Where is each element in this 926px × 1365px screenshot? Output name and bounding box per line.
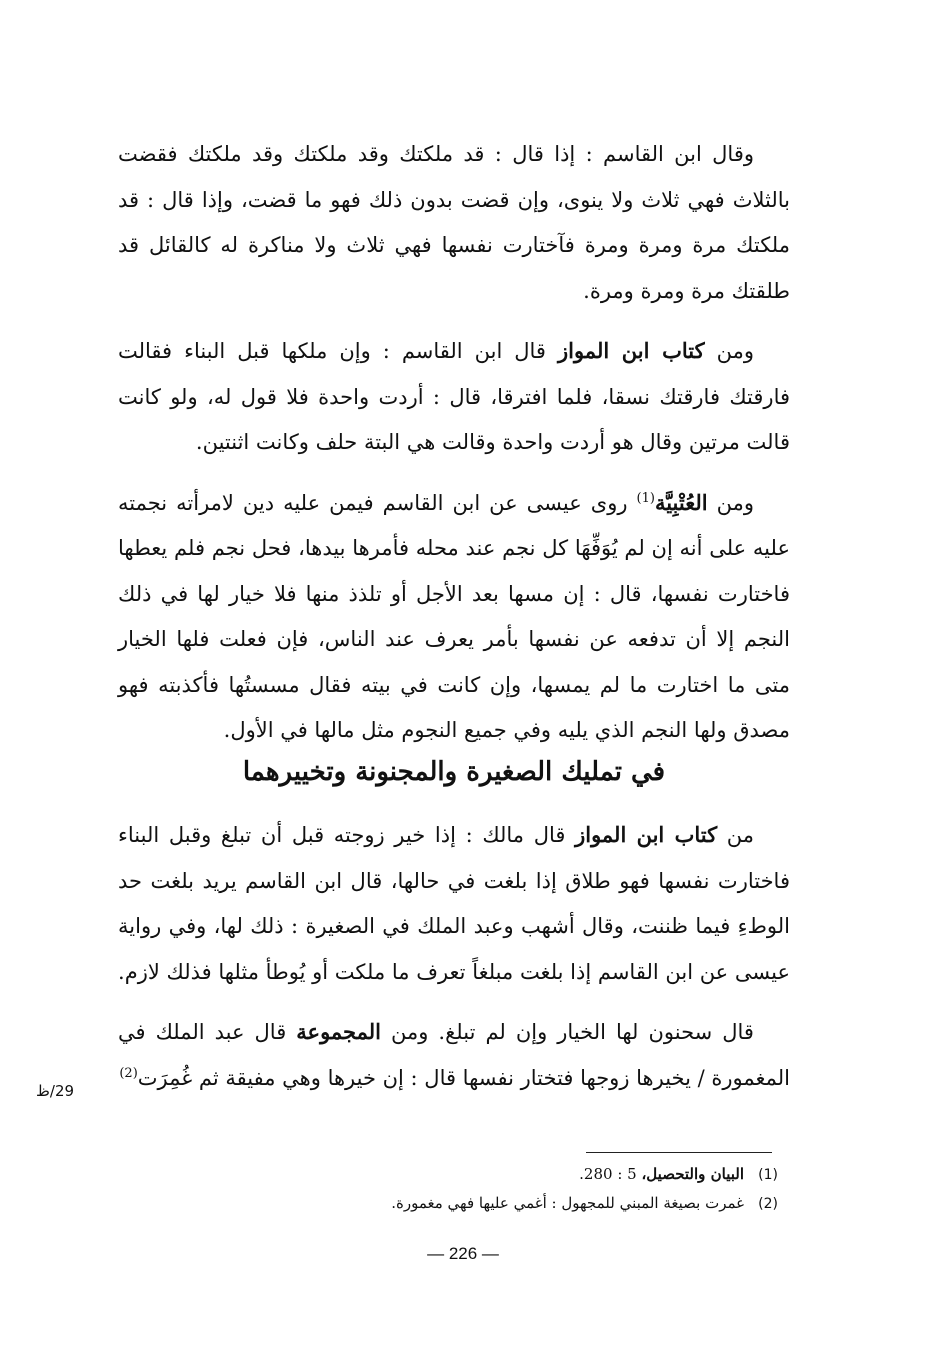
source-title: المجموعة <box>296 1019 381 1044</box>
source-title: كتاب ابن المواز <box>557 338 705 363</box>
body-section-2 <box>118 812 790 1101</box>
footnote-item <box>300 1189 778 1218</box>
paragraph-2 <box>118 328 790 466</box>
page-number: — 226 — <box>427 1244 499 1263</box>
footnote-source-title: البيان والتحصيل، <box>641 1165 744 1183</box>
footnotes <box>300 1160 778 1218</box>
paragraph-4-prefix: من <box>726 823 754 847</box>
footnote-reference: 5 : 280. <box>579 1165 642 1183</box>
paragraph-3-prefix: ومن <box>716 490 754 515</box>
paragraph-5-text-b: قال عبد الملك في المغمورة / يخيرها زوجها فتختار نفسها قال : إن خيرها وهي مفيقة ثم غُمِرَت <box>118 1020 790 1090</box>
footnote-ref-2: (2) <box>119 1065 138 1081</box>
paragraph-2-prefix: ومن <box>716 339 754 363</box>
footnote-text: غمرت بصيغة المبني للمجهول : أغمي عليها فهي مغمورة. <box>391 1194 744 1212</box>
section-heading: في تمليك الصغيرة والمجنونة وتخييرهما <box>242 757 666 787</box>
footnote-item <box>300 1160 778 1189</box>
paragraph-3 <box>118 480 790 754</box>
paragraph-1: وقال ابن القاسم : إذا قال : قد ملكتك وقد ملكتك وقد ملكتك فقضت بالثلاث فهي ثلاث ولا ينوى، وإن قضت بدون ذلك فهو ما قضت، وإذا قال : قد ملكتك مرة ومرة ومرة فآختارت نفسها فهي ثلاث ولا مناكرة له كالقائل قد طلقتك مرة ومرة ومرة. <box>118 142 790 303</box>
paragraph-5-text-a: قال سحنون لها الخيار وإن لم تبلغ. ومن <box>391 1020 754 1044</box>
footnote-number: (1) <box>758 1167 778 1183</box>
paragraph-2-text: قال ابن القاسم : وإن ملكها قبل البناء فقالت فارقتك فارقتك نسقا، فلما افترقا، قال : أردت واحدة فلا قول له، ولو كانت قالت مرتين وقال هو أردت واحدة وقالت هي البتة حلف وكانت اثنتين. <box>118 339 790 454</box>
footnote-divider <box>586 1152 772 1153</box>
paragraph-4 <box>118 812 790 995</box>
body-section-1 <box>118 132 790 754</box>
source-title: كتاب ابن المواز <box>575 822 718 847</box>
paragraph-5 <box>118 1009 790 1101</box>
footnote-text <box>300 1160 744 1188</box>
footnote-number: (2) <box>758 1196 778 1212</box>
footnote-ref-1: (1) <box>636 490 655 506</box>
folio-margin-note: 29/ظ <box>36 1082 75 1100</box>
source-title: العُتْبِيَّة <box>654 489 708 515</box>
paragraph-3-text: روى عيسى عن ابن القاسم فيمن عليه دين لامرأته نجمته عليه على أنه إن لم يُوَفِّهَا كل نجم عند محله فأمرها بيدها، فحل نجم فلم يعطها فاختارت نفسها، قال : إن مسها بعد الأجل أو تلذذ منها فلا خيار لها في ذلك النجم إلا أن تدفعه عن نفسها بأمر يعرف عند الناس، فإن فعلت فلها الخيار متى ما اختارت ما لم يمسها، وإن كانت في بيته فقال مسستُها فأكذبته فهو مصدق ولها النجم الذي يليه وفي جميع النجوم مثل مالها في الأول. <box>118 490 790 742</box>
paragraph-4-text: قال مالك : إذا خير زوجته قبل أن تبلغ وقبل البناء فاختارت نفسها فهو طلاق إذا بلغت في حالها، قال ابن القاسم يريد بلغت حد الوطءِ فيما ظننت، وقال أشهب وعبد الملك في الصغيرة : ذلك لها، وفي رواية عيسى عن ابن القاسم إذا بلغت مبلغاً تعرف ما ملكت أو يُوطأ مثلها فذلك لازم. <box>118 823 790 984</box>
